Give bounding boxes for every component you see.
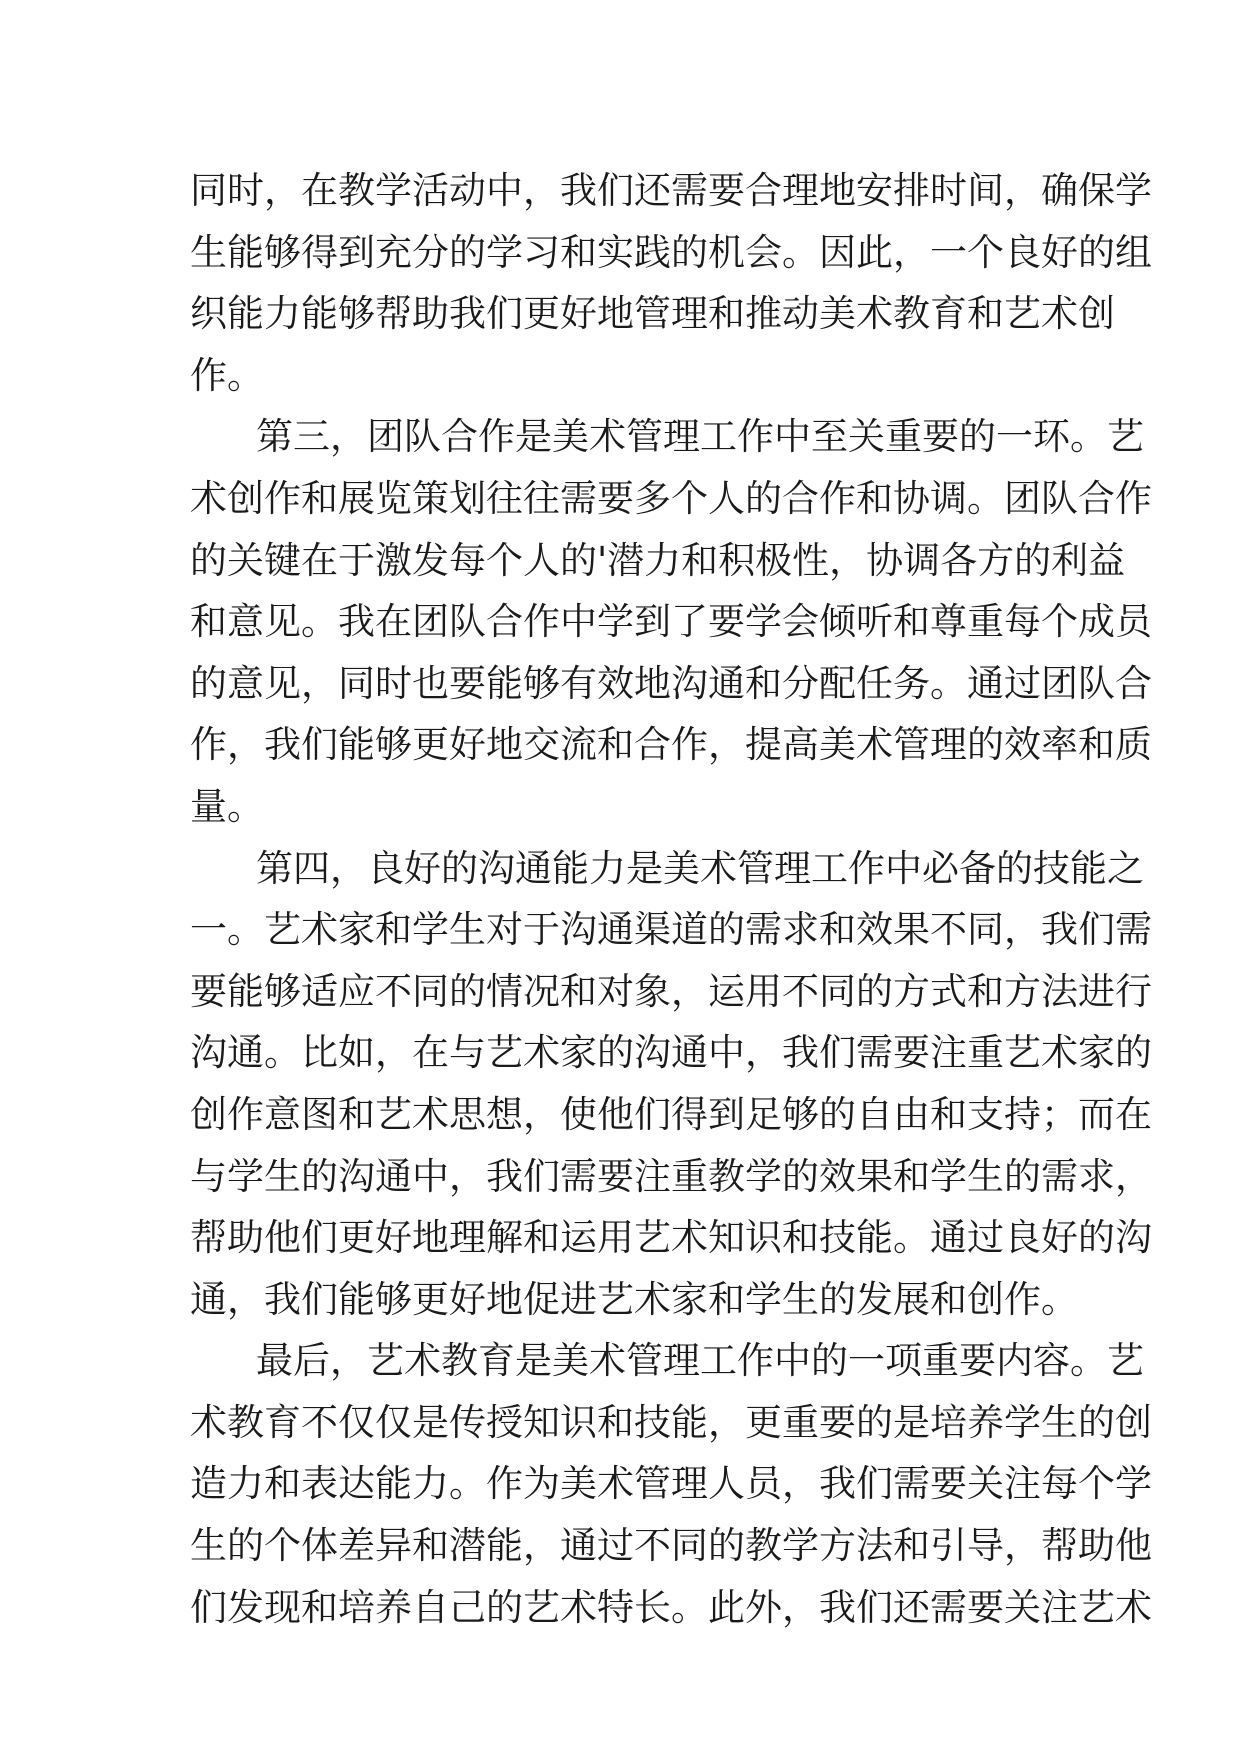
- paragraph-1-line-2: 生能够得到充分的学习和实践的机会。因此，一个良好的组: [190, 230, 1152, 274]
- paragraph-1-line-1: 同时，在教学活动中，我们还需要合理地安排时间，确保学: [190, 169, 1152, 212]
- paragraph-2-line-6: 作，我们能够更好地交流和合作，提高美术管理的效率和质: [190, 723, 1152, 767]
- paragraph-4-line-4: 生的个体差异和潜能，通过不同的教学方法和引导，帮助他: [190, 1524, 1152, 1568]
- paragraph-4-line-2: 术教育不仅仅是传授知识和技能，更重要的是培养学生的创: [190, 1400, 1152, 1444]
- paragraph-3-line-5: 创作意图和艺术思想，使他们得到足够的自由和支持；而在: [190, 1092, 1152, 1136]
- paragraph-4-line-3: 造力和表达能力。作为美术管理人员，我们需要关注每个学: [190, 1462, 1152, 1506]
- paragraph-2-line-5: 的意见，同时也要能够有效地沟通和分配任务。通过团队合: [190, 661, 1152, 705]
- paragraph-2-line-7: 量。: [190, 784, 264, 828]
- paragraph-2-line-3: 的关键在于激发每个人的'潜力和积极性，协调各方的利益: [190, 538, 1126, 582]
- paragraph-3-line-2: 一。艺术家和学生对于沟通渠道的需求和效果不同，我们需: [190, 908, 1152, 952]
- paragraph-4-line-5: 们发现和培养自己的艺术特长。此外，我们还需要关注艺术: [190, 1585, 1152, 1629]
- body-text: [190, 160, 1152, 1638]
- paragraph-3-line-1: 第四，良好的沟通能力是美术管理工作中必备的技能之: [256, 846, 1144, 890]
- paragraph-3-line-7: 帮助他们更好地理解和运用艺术知识和技能。通过良好的沟: [190, 1216, 1152, 1260]
- paragraph-2-line-1: 第三，团队合作是美术管理工作中至关重要的一环。艺: [256, 415, 1144, 459]
- paragraph-2-line-4: 和意见。我在团队合作中学到了要学会倾听和尊重每个成员: [190, 600, 1152, 644]
- paragraph-1-line-4: 作。: [190, 353, 264, 397]
- paragraph-1-line-3: 织能力能够帮助我们更好地管理和推动美术教育和艺术创: [190, 292, 1115, 336]
- paragraph-4-line-1: 最后，艺术教育是美术管理工作中的一项重要内容。艺: [256, 1339, 1144, 1383]
- paragraph-3-line-8: 通，我们能够更好地促进艺术家和学生的发展和创作。: [190, 1277, 1078, 1321]
- paragraph-2-line-2: 术创作和展览策划往往需要多个人的合作和协调。团队合作: [190, 476, 1152, 520]
- paragraph-3-line-3: 要能够适应不同的情况和对象，运用不同的方式和方法进行: [190, 969, 1152, 1013]
- paragraph-3-line-4: 沟通。比如，在与艺术家的沟通中，我们需要注重艺术家的: [190, 1031, 1152, 1075]
- paragraph-3-line-6: 与学生的沟通中，我们需要注重教学的效果和学生的需求，: [190, 1154, 1152, 1198]
